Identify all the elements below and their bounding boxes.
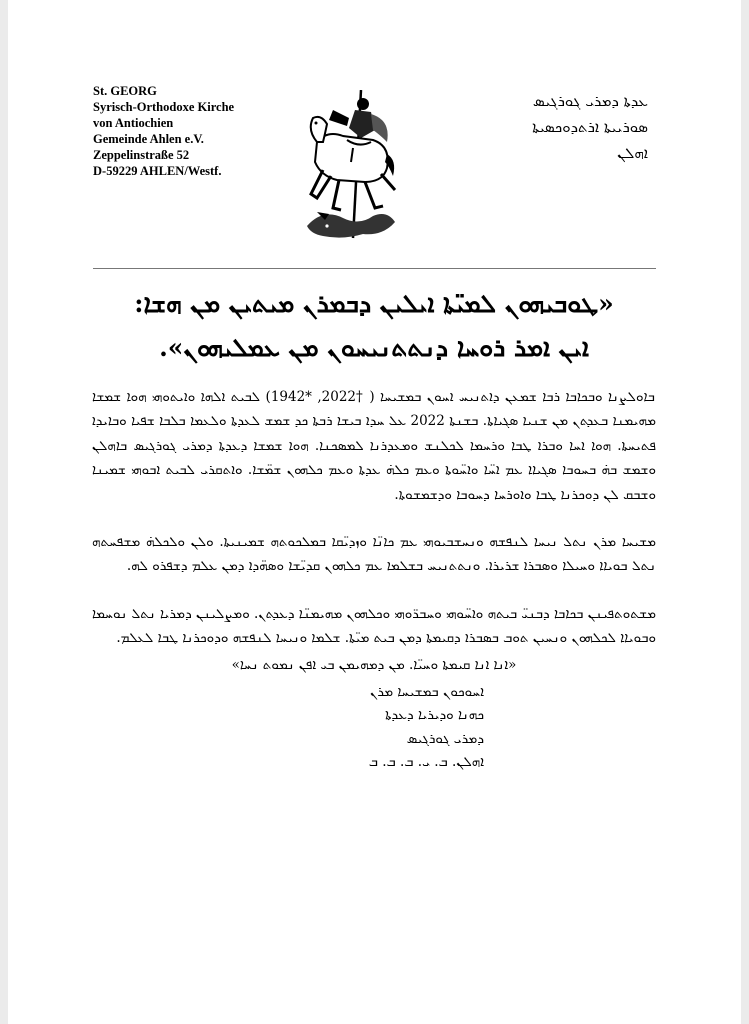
syriac-address-line: ܐܗܠܢ <box>617 144 648 162</box>
scripture-quote: «ܐܢܐ ܐܢܐ ܩܝܡܬܐ ܘܚܝ̈ܐ. ܡܢ ܕܡܗܝܡܢ ܒܝ ܐܦܢ ܢܡܘܬ ܢܚܐ» <box>231 656 517 673</box>
header-divider <box>93 268 656 269</box>
body-paragraph: ܡܫܝܚܐ ܡܪܢ ܢܬܠ ܢܝܚܐ ܠܢܦܫܗ ܘܢܚܫܒܝܘܗܝ ܥܡ ܟܐܢ̈ܐ ܘܙܕܝ̈ܩܐ ܒܡܠܟܘܬܗ ܫܡܝܢܝܬܐ. ܘܠܢ ܘܠܟܠܗ̇ ܡܫܦܚܬܗ ܢܬܠ ܒܘܝܐܐ ܘܚܝܠܐ ܘܣܒܪܐ ܫܪܝܪܐ. ܘܢܬܬܢܝܚ ܒܫܠܡܐ ܥܡ ܟܠܗܘܢ ܩܕܝ̈ܫܐ ܘܣܗ̈ܕܐ ܕܡܢ ܥܠܡ ܕܫܦܪܘ ܠܗ. <box>92 534 656 575</box>
address-line: Zeppelinstraße 52 <box>93 148 190 162</box>
body-paragraph: ܒܐܘܠܨܢܐ ܘܒܟܐܒܐ ܪܒܐ ܫܡܥܢ ܕܐܬܢܝܚ ܐܚܘܢ ܒܡܫܝܚܐ ( †2022, *1942) ܠܒܝܬ ܐܠܗܐ ܘܐܝܬܘܗܝ ܗܘܐ ܫܡܫܐ ܡܗܝܡܢܐ ܒܥܕܬܢ ܡܢ ܫܢܝܐ ܣܓܝܐܬܐ. ܒܫܢܬܐ 2022 ܥܠ ܚܕܐ ܒܝܫܐ ܪܒܬܐ ܟܕ ܫܡܫ ܠܥܕܬܐ ܘܠܥܡܐ ܒܠܒܐ ܫܦܝܐ ܘܒܐܝܕܐ ܦܬܝܚܬܐ. ܗܘܐ ܐܚܐ ܘܒܪܐ ܛܒܐ ܘܪܚܡܐ ܠܟܠܢܫ ܘܡܥܕܪܢܐ ܠܡܣܟܢܐ. ܗܘܐ ܫܡܫܐ ܕܥܕܬܐ ܕܡܪܝ ܓܘܪܓܝܣ ܒܐܗܠܢ ܘܫܡܫ ܒܗ̇ ܒܚܘܒܐ ܣܓܝܐܐ ܥܡ ܐܚ̈ܐ ܘܐܚ̈ܘܬܐ ܘܥܡ ܟܠܗ̇ ܥܕܬܐ ܘܥܡ ܟܠܗܘܢ ܫܡ̈ܫܐ. ܘܐܬܩܪܝ ܠܒܝܬ ܐܒܘܗܝ ܫܡܝܢܐ ܘܫܒܩ ܠܢ ܕܘܟܪܢܐ ܛܒܐ ܘܐܘܪܚܐ ܕܚܘܒܐ ܘܕܫܡܫܘܬܐ. <box>92 389 656 503</box>
signature-line: ܟܗܢܐ ܘܕܝܪܝܐ ܕܥܕܬܐ <box>385 707 484 724</box>
syriac-address-block <box>438 88 648 166</box>
letter-title <box>98 282 650 370</box>
letter-page <box>8 0 741 1024</box>
signature-block <box>92 681 656 775</box>
german-address-block <box>93 83 234 179</box>
address-line: D-59229 AHLEN/Westf. <box>93 164 222 178</box>
st-george-dragon-logo <box>303 90 398 240</box>
address-line: von Antiochien <box>93 116 174 130</box>
body-paragraph: ܡܫܬܘܬܦܝܢܢ ܒܟܐܒܐ ܕܒܢܝ̈ ܒܝܬܗ ܘܐܚ̈ܘܗܝ ܘܚܒܪ̈ܘܗܝ ܘܟܠܗܘܢ ܡܗܝܡܢ̈ܐ ܕܥܕܬܢ. ܘܡܨܠܝܢܢ ܕܡܪܝܐ ܢܬܠ ܢܘܚܡܐ ܘܒܘܝܐܐ ܠܟܠܗܘܢ ܘܢܚܝܢ ܬܘܒ ܒܣܒܪܐ ܕܩܝܡܬܐ ܕܡܢ ܒܝܬ ܡܝ̈ܬܐ. ܫܠܡܐ ܘܢܝܚܐ ܠܢܦܫܗ ܘܕܘܟܪܢܐ ܛܒܐ ܠܥܠܡ. <box>91 605 656 647</box>
signature-line: ܐܚܘܟܘܢ ܒܡܫܝܚܐ ܡܪܢ <box>370 683 484 700</box>
address-line: Gemeinde Ahlen e.V. <box>93 132 204 146</box>
address-line: Syrisch-Orthodoxe Kirche <box>93 100 235 114</box>
title-line: «ܛܘܒܝܗܘܢ ܠܡܝ̈ܬܐ ܐܝܠܝܢ ܕܒܡܪܢ ܡܝܬܝܢ ܡܢ ܗܫܐ: <box>134 289 614 318</box>
address-line: St. GEORG <box>93 84 157 98</box>
signature-line: ܕܡܪܝ ܓܘܪܓܝܣ <box>406 730 484 747</box>
title-line: ܐܝܢ ܐܡܪ ܪܘܚܐ ܕܢܬܬܢܝܚܘܢ ܡܢ ܥܡܠܝܗܘܢ». <box>159 333 589 362</box>
syriac-address-line: ܣܘܪܝܝܬܐ ܐܪܬܕܘܟܣܝܬܐ <box>532 118 648 136</box>
signature-line: ܐܗܠܢ. ܒ. ܝ. ܒ. ܒ. ܒ <box>368 754 484 771</box>
syriac-address-line: ܥܕܬܐ ܕܡܪܝ ܓܘܪܓܝܣ <box>532 92 648 110</box>
letter-body <box>92 385 656 775</box>
